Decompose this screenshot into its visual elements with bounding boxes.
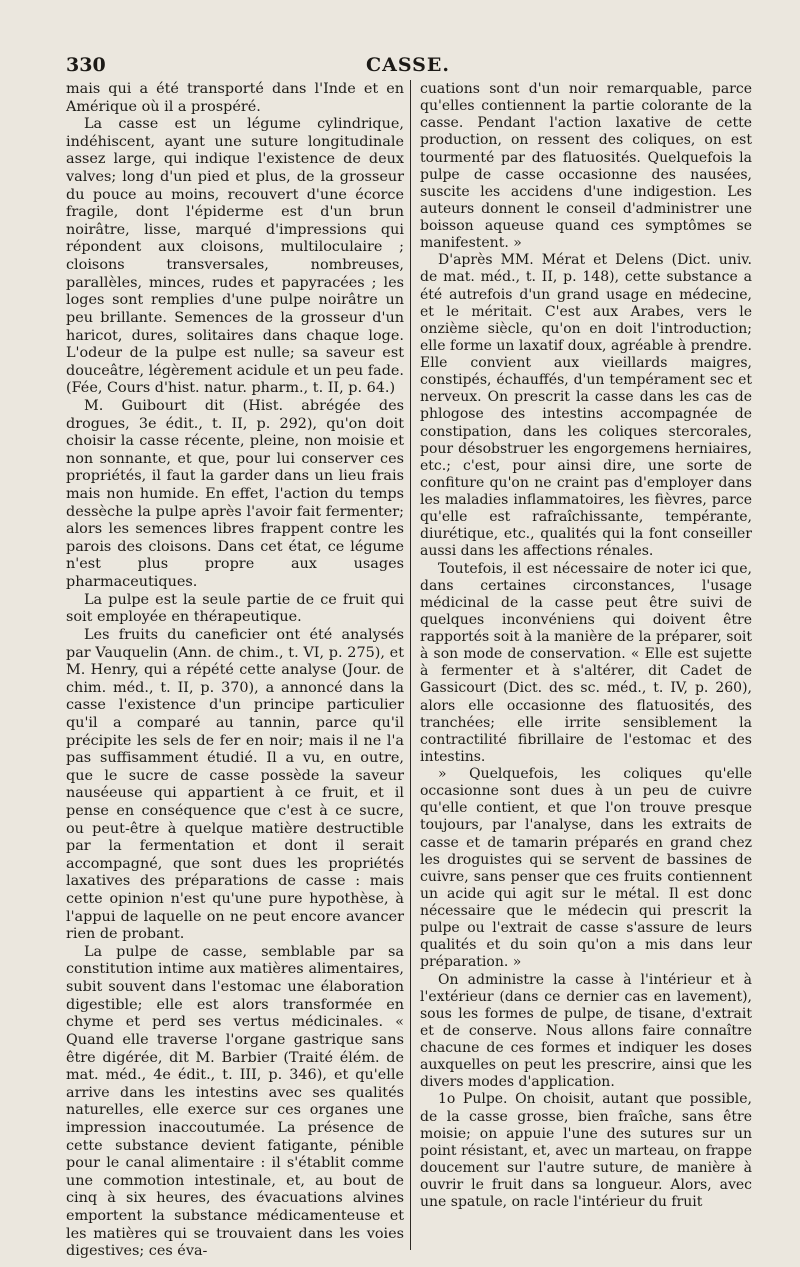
paragraph: La casse est un légume cylindrique, indéhiscent, ayant une suture longitudinale assez large, qui indique l'existence de deux valves; long d'un pied et plus, de la grosseur du pouce au moins, recouvert d'une écorce fragile, dont l'épiderme est d'un brun noirâtre, lisse, marqué d'impressions qui répondent aux cloisons, multiloculaire ; cloisons transversales, nombreuses, parallèles, minces, rudes et papyracées ; les loges sont remplies d'une pulpe noirâtre un peu brillante. Semences de la grosseur d'un haricot, dures, solitaires dans chaque loge. L'odeur de la pulpe est nulle; sa saveur est douceâtre, légèrement acidule et un peu fade. (Fée, Cours d'hist. natur. pharm., t. II, p. 64.): [66, 116, 404, 397]
column-divider: [410, 80, 411, 1250]
paragraph: 1o Pulpe. On choisit, autant que possible, de la casse grosse, bien fraîche, sans être moisie; on appuie l'une des sutures sur un point résistant, et, avec un marteau, on frappe doucement sur l'autre suture, de manière à ouvrir le fruit dans sa longueur. Alors, avec une spatule, on racle l'intérieur du fruit: [420, 1091, 752, 1211]
paragraph: cuations sont d'un noir remarquable, parce qu'elles contiennent la partie colorante de la casse. Pendant l'action laxative de cette production, on ressent des coliques, on est tourmenté par des flatuosités. Quelquefois la pulpe de casse occasionne des nausées, suscite les accidens d'une indigestion. Les auteurs donnent le conseil d'administrer une boisson aqueuse quand ces symptômes se manifestent. »: [420, 81, 752, 252]
paragraph: La pulpe est la seule partie de ce fruit qui soit employée en thérapeutique.: [66, 591, 404, 626]
right-column: [420, 81, 752, 1211]
paragraph: On administre la casse à l'intérieur et à l'extérieur (dans ce dernier cas en lavement), sous les formes de pulpe, de tisane, d'extrait et de conserve. Nous allons faire connaître chacune de ces formes et indiquer les doses auxquelles on peut les prescrire, ainsi que les divers modes d'application.: [420, 971, 752, 1091]
paragraph: mais qui a été transporté dans l'Inde et en Amérique où il a prospéré.: [66, 81, 404, 115]
running-title: CASSE.: [366, 54, 450, 76]
page-header: [66, 54, 750, 80]
paragraph: Toutefois, il est nécessaire de noter ici que, dans certaines circonstances, l'usage médicinal de la casse peut être suivi de quelques inconvéniens qui doivent être rapportés soit à la manière de la préparer, soit à son mode de conservation. « Elle est sujette à fermenter et à s'altérer, dit Cadet de Gassicourt (Dict. des sc. méd., t. IV, p. 260), alors elle occasionne des flatuosités, des tranchées; elle irrite sensiblement la contractilité fibrillaire de l'estomac et des intestins.: [420, 560, 752, 765]
paragraph: Les fruits du caneficier ont été analysés par Vauquelin (Ann. de chim., t. VI, p. 275), et M. Henry, qui a répété cette analyse (Jour. de chim. méd., t. II, p. 370), a annoncé dans la casse l'existence d'un principe particulier qu'il a comparé au tannin, parce qu'il précipite les sels de fer en noir; mais il ne l'a pas suffisamment étudié. Il a vu, en outre, que le sucre de casse possède la saveur nauséeuse qui appartient à ce fruit, et il pense en conséquence que c'est à ce sucre, ou peut-être à quelque matière destructible par la fermentation et dont il serait accompagné, que sont dues les propriétés laxatives des préparations de casse : mais cette opinion n'est qu'une pure hypothèse, à l'appui de laquelle on ne peut encore avancer rien de probant.: [66, 626, 404, 943]
paragraph: M. Guibourt dit (Hist. abrégée des drogues, 3e édit., t. II, p. 292), qu'on doit choisir la casse récente, pleine, non moisie et non sonnante, et que, pour lui conserver ces propriétés, il faut la garder dans un lieu frais mais non humide. En effet, l'action du temps dessèche la pulpe après l'avoir fait fermenter; alors les semences libres frappent contre les parois des cloisons. Dans cet état, ce légume n'est plus propre aux usages pharmaceutiques.: [66, 397, 404, 591]
left-column: [66, 81, 404, 1261]
paragraph: » Quelquefois, les coliques qu'elle occasionne sont dues à un peu de cuivre qu'elle contient, et que l'on trouve presque toujours, par l'analyse, dans les extraits de casse et de tamarin préparés en grand chez les droguistes qui se servent de bassines de cuivre, sans penser que ces fruits contiennent un acide qui agit sur le métal. Il est donc nécessaire que le médecin qui prescrit la pulpe ou l'extrait de casse s'assure de leurs qualités et du soin qu'on a mis dans leur préparation. »: [420, 766, 752, 971]
page-number: 330: [66, 54, 106, 76]
paragraph: La pulpe de casse, semblable par sa constitution intime aux matières alimentaires, subit souvent dans l'estomac une élaboration digestible; elle est alors transformée en chyme et perd ses vertus médicinales. « Quand elle traverse l'organe gastrique sans être digérée, dit M. Barbier (Traité élém. de mat. méd., 4e édit., t. III, p. 346), et qu'elle arrive dans les intestins avec ses qualités naturelles, elle exerce sur ces organes une impression inaccoutumée. La présence de cette substance devient fatigante, pénible pour le canal alimentaire : il s'établit comme une commotion intestinale, et, au bout de cinq à six heures, des évacuations alvines emportent la substance médicamenteuse et les matières qui se trouvaient dans les voies digestives; ces éva-: [66, 943, 404, 1260]
paragraph: D'après MM. Mérat et Delens (Dict. univ. de mat. méd., t. II, p. 148), cette substance a été autrefois d'un grand usage en médecine, et le méritait. C'est aux Arabes, vers le onzième siècle, qu'on en doit l'introduction; elle forme un laxatif doux, agréable à prendre. Elle convient aux vieillards maigres, constipés, échauffés, d'un tempérament sec et nerveux. On prescrit la casse dans les cas de phlogose des intestins accompagnée de constipation, dans les coliques stercorales, pour désobstruer les engorgemens herniaires, etc.; c'est, pour ainsi dire, une sorte de confiture qu'on ne craint pas d'employer dans les maladies inflammatoires, les fièvres, parce qu'elle est rafraîchissante, tempérante, diurétique, etc., qualités qui la font conseiller aussi dans les affections rénales.: [420, 252, 752, 560]
